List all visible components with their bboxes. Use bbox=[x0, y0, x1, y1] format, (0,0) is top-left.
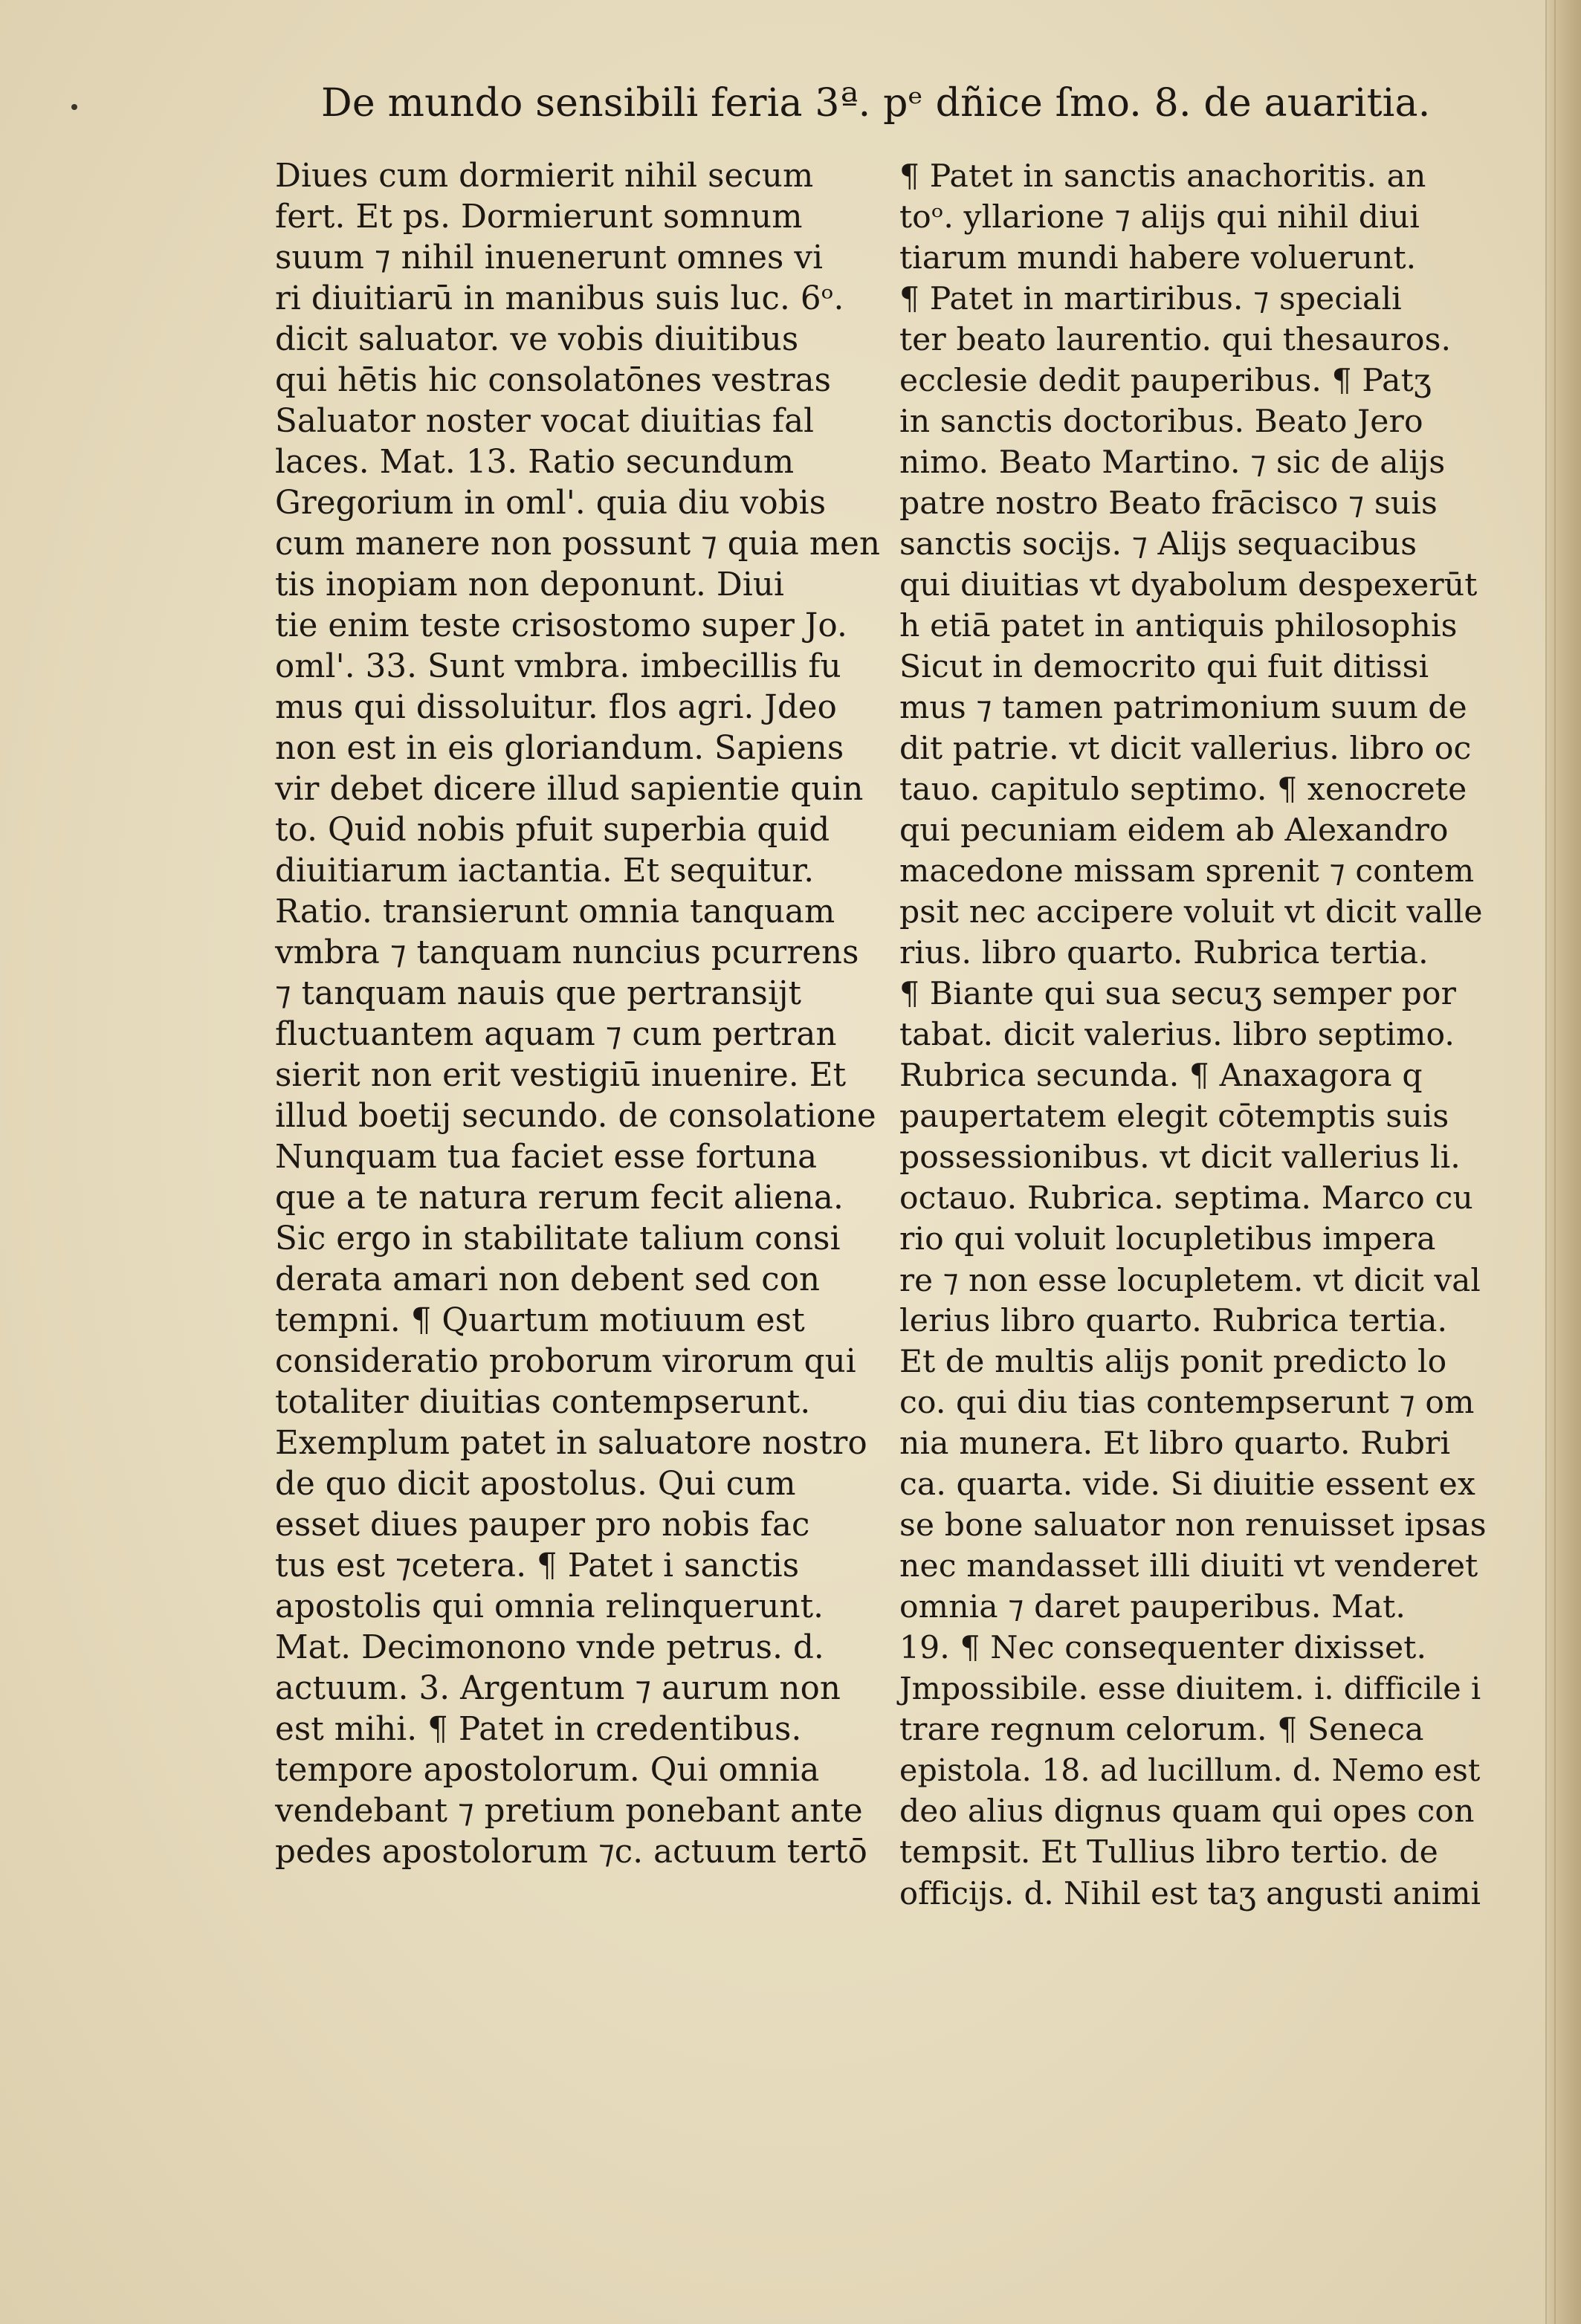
text-line: 19. ¶ Nec consequenter dixisset. bbox=[899, 1630, 1427, 1666]
text-line: Sic ergo in stabilitate talium consi bbox=[275, 1220, 841, 1258]
text-line: consideratio proborum virorum qui bbox=[275, 1343, 856, 1380]
text-line: vmbra ⁊ tanquam nuncius pcurrens bbox=[275, 934, 859, 971]
text-line: Mat. Decimonono vnde petrus. d. bbox=[275, 1629, 824, 1666]
text-line: h etiā patet in antiquis philosophis bbox=[899, 608, 1458, 644]
text-line: nimo. Beato Martino. ⁊ sic de alijs bbox=[899, 444, 1446, 481]
text-line: Rubrica secunda. ¶ Anaxagora q bbox=[899, 1058, 1423, 1094]
text-line: to. Quid nobis pfuit superbia quid bbox=[275, 812, 830, 849]
text-line: toᵒ. yllarione ⁊ alijs qui nihil diui bbox=[899, 199, 1420, 236]
text-line: est mihi. ¶ Patet in credentibus. bbox=[275, 1711, 802, 1748]
text-line: in sanctis doctoribus. Beato Jero bbox=[899, 404, 1423, 440]
text-line: Sicut in democrito qui fuit ditissi bbox=[899, 649, 1429, 685]
text-line: psit nec accipere voluit vt dicit valle bbox=[899, 894, 1483, 930]
text-line: derata amari non debent sed con bbox=[275, 1261, 821, 1298]
text-line: nec mandasset illi diuiti vt venderet bbox=[899, 1548, 1478, 1585]
text-line: vir debet dicere illud sapientie quin bbox=[275, 771, 864, 808]
text-line: sanctis socijs. ⁊ Alijs sequacibus bbox=[899, 526, 1417, 563]
text-line: fluctuantem aquam ⁊ cum pertran bbox=[275, 1016, 837, 1053]
text-line: dit patrie. vt dicit vallerius. libro oc bbox=[899, 731, 1472, 767]
text-line: Saluator noster vocat diuitias fal bbox=[275, 403, 815, 440]
text-line: octauo. Rubrica. septima. Marco cu bbox=[899, 1180, 1473, 1217]
text-line: epistola. 18. ad lucillum. d. Nemo est bbox=[899, 1752, 1481, 1788]
text-line: officijs. d. Nihil est taʒ angusti animi bbox=[899, 1875, 1481, 1912]
text-line: omnia ⁊ daret pauperibus. Mat. bbox=[899, 1589, 1406, 1625]
text-line: ⁊ tanquam nauis que pertransijt bbox=[275, 975, 802, 1012]
text-line: Gregorium in oml'. quia diu vobis bbox=[275, 485, 827, 522]
text-line: Exemplum patet in saluatore nostro bbox=[275, 1425, 867, 1462]
text-line: Jmpossibile. esse diuitem. i. difficile i bbox=[899, 1671, 1481, 1706]
text-line: suum ⁊ nihil inuenerunt omnes vi bbox=[275, 239, 824, 276]
text-line: ecclesie dedit pauperibus. ¶ Patʒ bbox=[899, 363, 1432, 399]
text-line: tus est ⁊cetera. ¶ Patet i sanctis bbox=[275, 1547, 800, 1585]
text-line: totaliter diuitias contempserunt. bbox=[275, 1384, 811, 1421]
text-line: ca. quarta. vide. Si diuitie essent ex bbox=[899, 1466, 1475, 1503]
text-line: macedone missam sprenit ⁊ contem bbox=[899, 853, 1475, 890]
text-line: tis inopiam non deponunt. Diui bbox=[275, 566, 785, 603]
text-line: laces. Mat. 13. Ratio secundum bbox=[275, 444, 795, 481]
text-line: diuitiarum iactantia. Et sequitur. bbox=[275, 852, 815, 890]
text-line: ri diuitiarū in manibus suis luc. 6ᵒ. bbox=[275, 280, 844, 317]
text-line: qui pecuniam eidem ab Alexandro bbox=[899, 812, 1449, 849]
running-head: De mundo sensibili feria 3ª. pᵉ dñice ſmo. 8. de auaritia. bbox=[321, 81, 1431, 126]
text-line: paupertatem elegit cōtemptis suis bbox=[899, 1098, 1449, 1135]
text-line: illud boetij secundo. de consolatione bbox=[275, 1098, 876, 1135]
text-line: nia munera. Et libro quarto. Rubri bbox=[899, 1425, 1451, 1462]
text-line: Ratio. transierunt omnia tanquam bbox=[275, 893, 835, 930]
text-line: tauo. capitulo septimo. ¶ xenocrete bbox=[899, 771, 1467, 808]
text-line: que a te natura rerum fecit aliena. bbox=[275, 1179, 844, 1217]
text-line: se bone saluator non renuisset ipsas bbox=[899, 1507, 1487, 1544]
text-line: actuum. 3. Argentum ⁊ aurum non bbox=[275, 1670, 841, 1707]
text-line: pedes apostolorum ⁊c. actuum tertō bbox=[275, 1833, 867, 1871]
text-line: qui diuitias vt dyabolum despexerūt bbox=[899, 567, 1478, 603]
text-line: possessionibus. vt dicit vallerius li. bbox=[899, 1139, 1461, 1176]
text-line: dicit saluator. ve vobis diuitibus bbox=[275, 321, 799, 358]
text-line: fert. Et ps. Dormierunt somnum bbox=[275, 198, 803, 236]
text-line: tabat. dicit valerius. libro septimo. bbox=[899, 1017, 1455, 1053]
right-column bbox=[899, 156, 1487, 1914]
text-line: patre nostro Beato frācisco ⁊ suis bbox=[899, 485, 1438, 522]
text-line: deo alius dignus quam qui opes con bbox=[899, 1793, 1475, 1830]
text-line: ¶ Patet in martiribus. ⁊ speciali bbox=[899, 281, 1402, 317]
page-edge bbox=[1545, 0, 1581, 2324]
text-line: tiarum mundi habere voluerunt. bbox=[899, 240, 1417, 276]
text-line: cum manere non possunt ⁊ quia men bbox=[275, 525, 881, 563]
text-line: non est in eis gloriandum. Sapiens bbox=[275, 730, 844, 767]
left-column bbox=[275, 156, 907, 1873]
text-line: co. qui diu tias contempserunt ⁊ om bbox=[899, 1385, 1475, 1421]
text-line: vendebant ⁊ pretium ponebant ante bbox=[275, 1793, 863, 1830]
text-line: de quo dicit apostolus. Qui cum bbox=[275, 1466, 796, 1503]
text-line: tempni. ¶ Quartum motiuum est bbox=[275, 1302, 805, 1339]
text-line: qui hētis hic consolatōnes vestras bbox=[275, 362, 832, 399]
ink-spot bbox=[71, 104, 77, 110]
text-line: ter beato laurentio. qui thesauros. bbox=[899, 322, 1452, 358]
text-line: esset diues pauper pro nobis fac bbox=[275, 1506, 810, 1544]
text-line: rio qui voluit locupletibus impera bbox=[899, 1221, 1436, 1258]
text-line: mus qui dissoluitur. flos agri. Jdeo bbox=[275, 689, 837, 726]
text-line: trare regnum celorum. ¶ Seneca bbox=[899, 1712, 1424, 1748]
text-line: tie enim teste crisostomo super Jo. bbox=[275, 607, 847, 644]
text-line: lerius libro quarto. Rubrica tertia. bbox=[899, 1303, 1448, 1339]
text-line: sierit non erit vestigiū inuenire. Et bbox=[275, 1057, 847, 1094]
text-line: tempsit. Et Tullius libro tertio. de bbox=[899, 1834, 1438, 1871]
text-line: Diues cum dormierit nihil secum bbox=[275, 158, 814, 195]
text-line: apostolis qui omnia relinquerunt. bbox=[275, 1588, 824, 1625]
text-line: tempore apostolorum. Qui omnia bbox=[275, 1752, 820, 1789]
page-edge-line bbox=[1554, 0, 1556, 2324]
text-line: oml'. 33. Sunt vmbra. imbecillis fu bbox=[275, 648, 841, 685]
text-line: Nunquam tua faciet esse fortuna bbox=[275, 1139, 818, 1176]
text-line: rius. libro quarto. Rubrica tertia. bbox=[899, 935, 1429, 971]
text-line: mus ⁊ tamen patrimonium suum de bbox=[899, 690, 1467, 726]
text-line: re ⁊ non esse locupletem. vt dicit val bbox=[899, 1262, 1481, 1298]
text-line: ¶ Biante qui sua secuʒ semper por bbox=[899, 976, 1457, 1012]
text-line: Et de multis alijs ponit predicto lo bbox=[899, 1344, 1447, 1380]
text-line: ¶ Patet in sanctis anachoritis. an bbox=[899, 158, 1426, 195]
